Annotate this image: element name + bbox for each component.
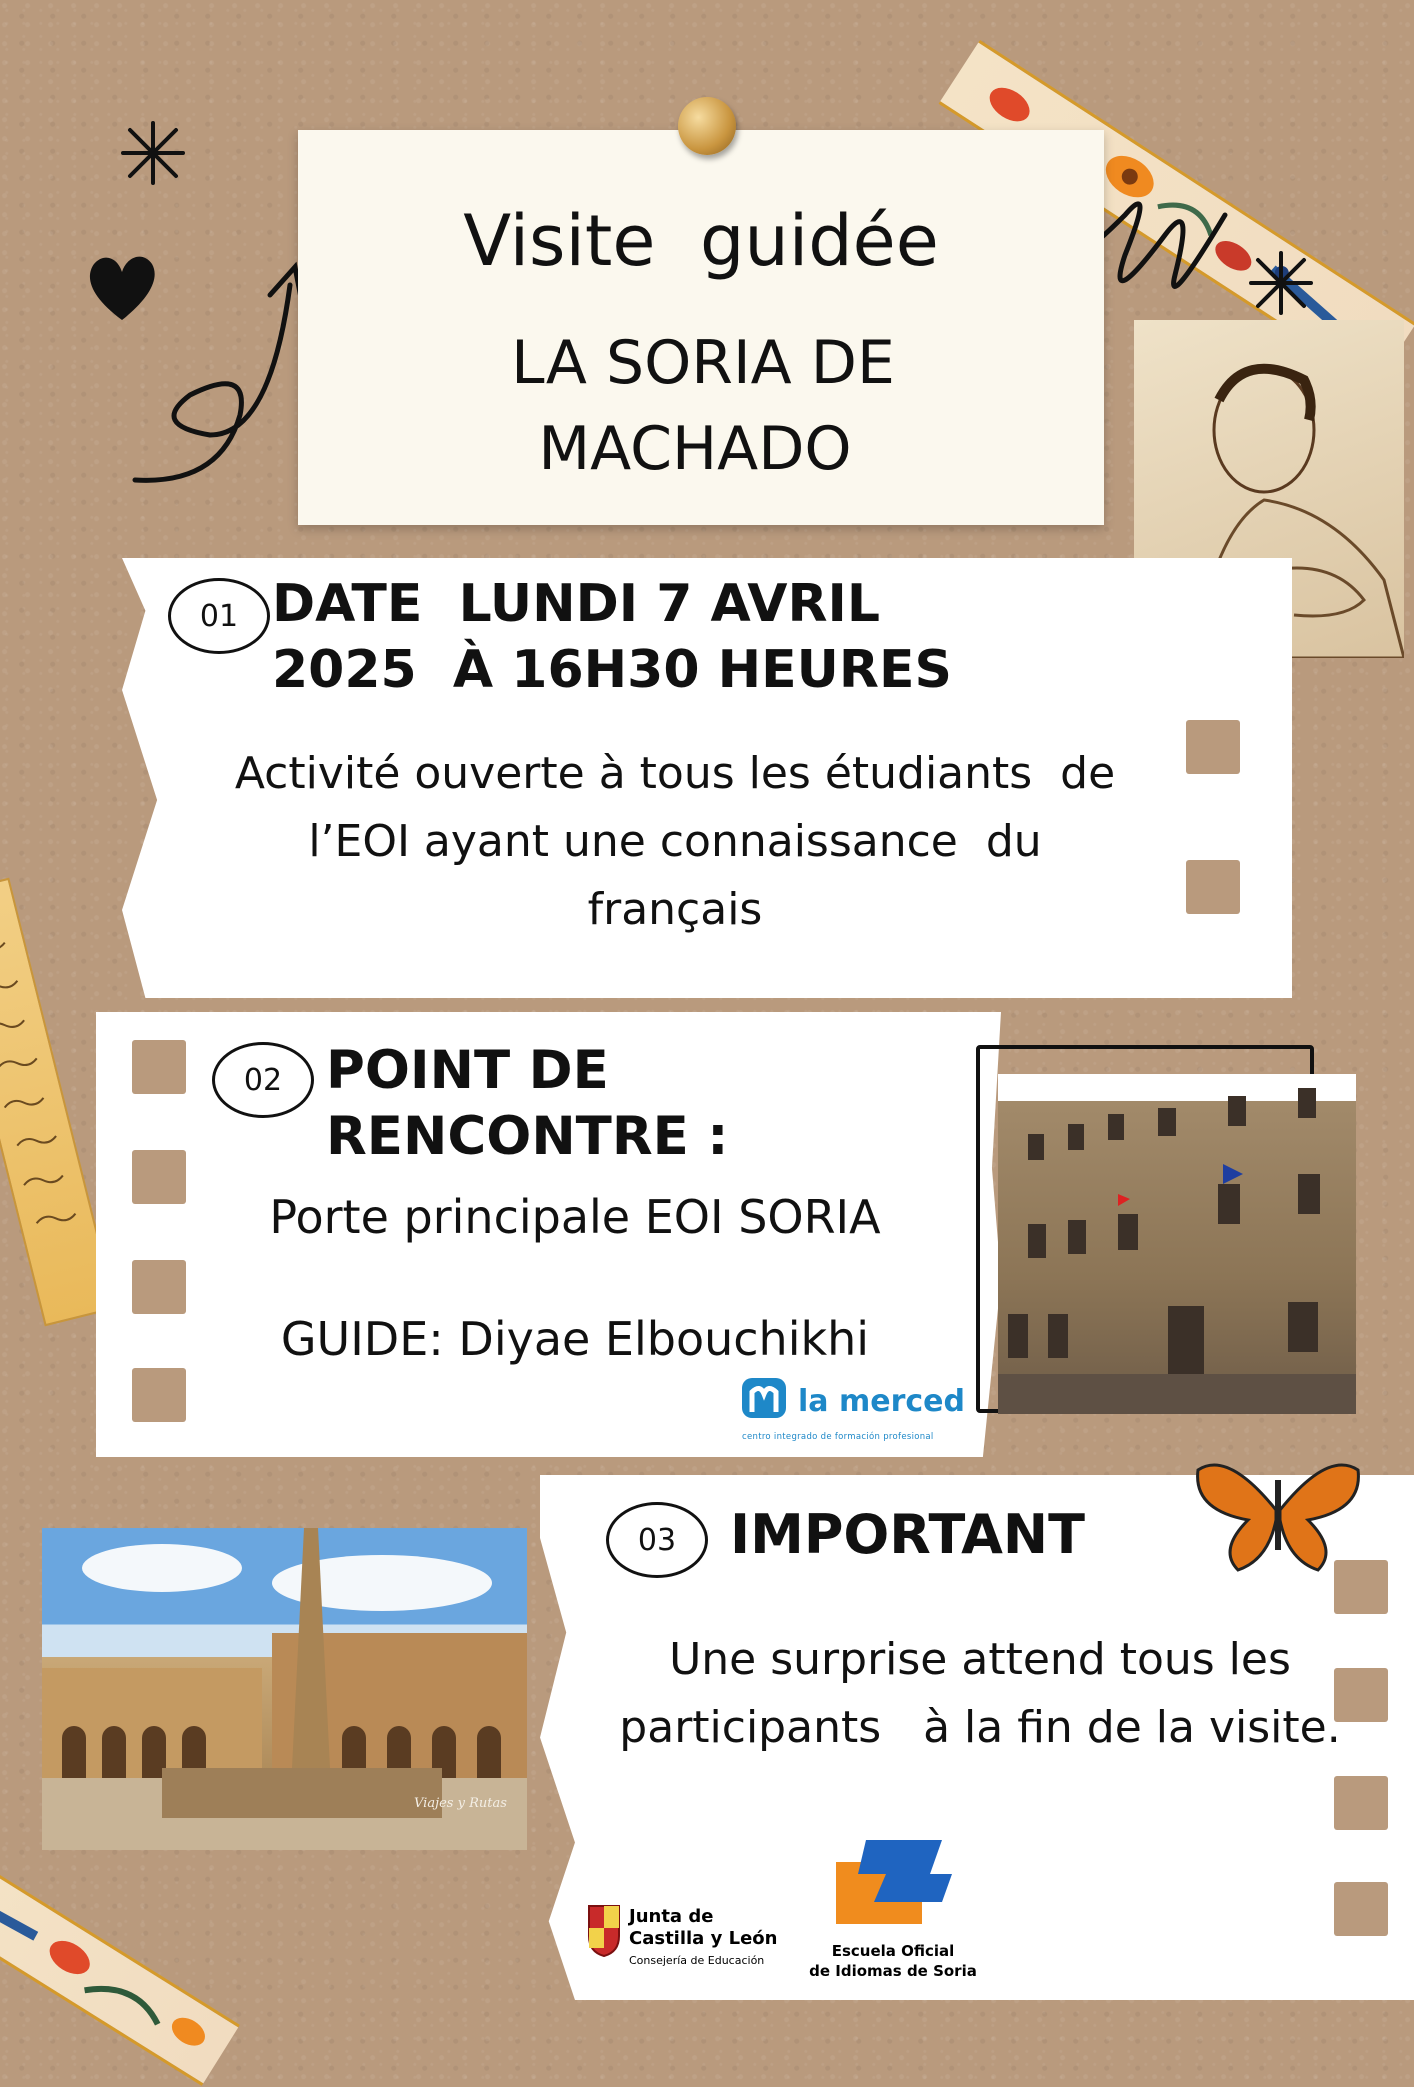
eoi-logo bbox=[808, 1838, 978, 1988]
jcyl-line3: Consejería de Educación bbox=[629, 1954, 765, 1967]
section-1-body-line2: l’EOI ayant une connaissance du bbox=[308, 816, 1042, 867]
eoi-logo-icon bbox=[826, 1838, 956, 1928]
eoi-line2: de Idiomas de Soria bbox=[809, 1962, 977, 1980]
section-2-number: 02 bbox=[212, 1042, 314, 1118]
paper-hole bbox=[132, 1260, 186, 1314]
jcyl-logo bbox=[585, 1902, 778, 1980]
section-3-body-line1: Une surprise attend tous les bbox=[669, 1634, 1291, 1685]
eoi-line1: Escuela Oficial bbox=[831, 1942, 955, 1960]
pushpin-icon bbox=[678, 97, 736, 155]
section-1-body-line3: français bbox=[587, 884, 763, 935]
page-title: Visite guidée bbox=[463, 200, 939, 282]
eoi-building-photo bbox=[998, 1074, 1356, 1414]
section-1-heading-line2: 2025 À 16H30 HEURES bbox=[272, 640, 952, 700]
section-1-number: 01 bbox=[168, 578, 270, 654]
section-3-heading: IMPORTANT bbox=[730, 1503, 1085, 1566]
la-merced-logo-text: la merced bbox=[798, 1384, 965, 1419]
la-merced-logo bbox=[740, 1372, 965, 1452]
jcyl-line2: Castilla y León bbox=[629, 1928, 778, 1949]
section-2-heading-line2: RENCONTRE : bbox=[326, 1106, 729, 1167]
paper-hole bbox=[132, 1368, 186, 1422]
star-icon bbox=[1246, 248, 1316, 318]
section-1-body-line1: Activité ouverte à tous les étudiants de bbox=[234, 748, 1116, 799]
jcyl-shield-icon bbox=[585, 1902, 623, 1958]
guide-name: GUIDE: Diyae Elbouchikhi bbox=[280, 1312, 870, 1366]
jcyl-line1: Junta de bbox=[629, 1906, 714, 1927]
bird-pattern-icon bbox=[0, 1853, 238, 2084]
section-1-heading-line1: DATE LUNDI 7 AVRIL bbox=[272, 574, 880, 634]
section-3-number: 03 bbox=[606, 1502, 708, 1578]
paper-hole bbox=[1334, 1776, 1388, 1830]
section-2-heading-line1: POINT DE bbox=[326, 1040, 609, 1101]
plaza-photo-watermark: Viajes y Rutas bbox=[414, 1796, 507, 1811]
plaza-photo bbox=[42, 1528, 527, 1850]
floral-tape-bottom bbox=[0, 1850, 240, 2086]
page-subtitle-line2: MACHADO bbox=[538, 414, 852, 484]
butterfly-icon bbox=[1188, 1440, 1366, 1580]
star-icon bbox=[118, 118, 188, 188]
paper-hole bbox=[1334, 1882, 1388, 1936]
la-merced-logo-tagline: centro integrado de formación profesional bbox=[742, 1432, 934, 1442]
paper-hole bbox=[132, 1040, 186, 1094]
page-subtitle-line1: LA SORIA DE bbox=[511, 328, 895, 398]
section-3-body-line2: participants à la fin de la visite. bbox=[619, 1702, 1341, 1753]
la-merced-logo-icon bbox=[740, 1372, 790, 1422]
meeting-place: Porte principale EOI SORIA bbox=[269, 1190, 881, 1244]
paper-hole bbox=[132, 1150, 186, 1204]
curly-arrow-icon bbox=[130, 255, 310, 495]
